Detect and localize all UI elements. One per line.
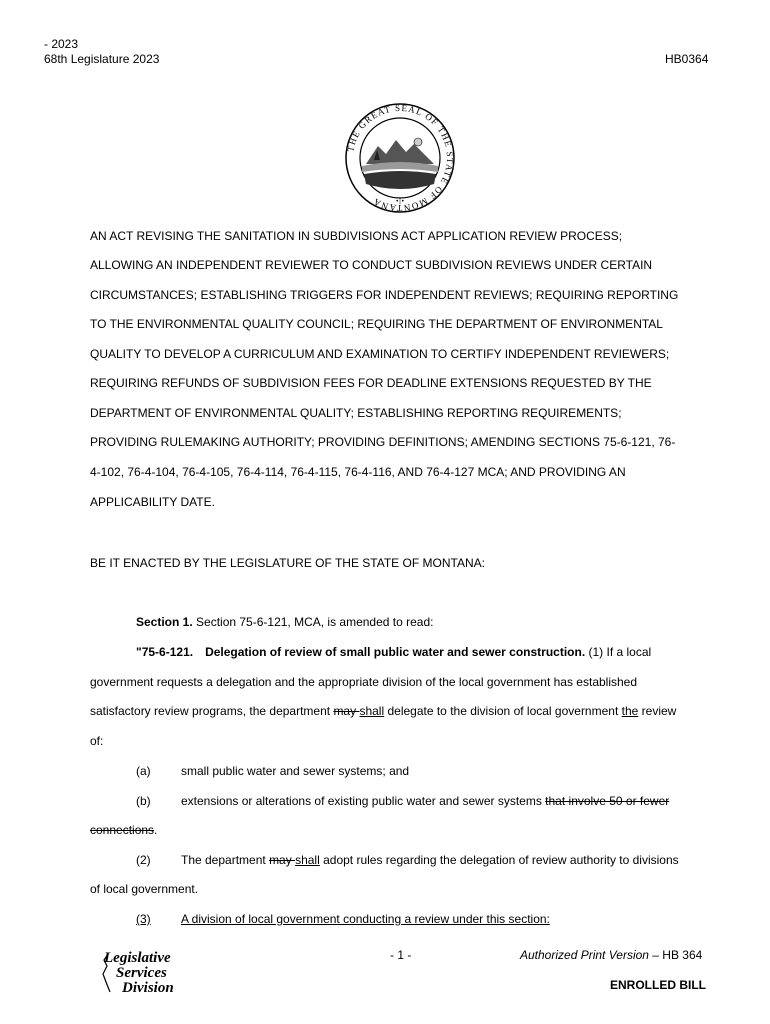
text-run: delegate to the division of local government	[384, 704, 622, 718]
code-number: 75-6-121.	[141, 645, 194, 659]
section-heading: Section 1.	[136, 615, 193, 629]
section-intro	[136, 615, 433, 629]
item-a-text: small public water and sewer systems; and	[181, 764, 410, 778]
title-line: REQUIRING REFUNDS OF SUBDIVISION FEES FOR DEADLINE EXTENSIONS REQUESTED BY THE	[90, 376, 652, 390]
title-line: AN ACT REVISING THE SANITATION IN SUBDIVISIONS ACT APPLICATION REVIEW PROCESS;	[90, 229, 623, 243]
enrolled-bill-label: ENROLLED BILL	[610, 978, 706, 992]
text-run: extensions or alterations of existing public water and sewer systems	[181, 794, 546, 808]
code-section-line	[136, 645, 651, 659]
inserted-text: shall	[295, 853, 320, 867]
item-b-continuation	[90, 823, 157, 837]
deleted-text: may	[269, 853, 296, 867]
text-run: – HB 364	[648, 948, 703, 962]
inserted-text: the	[621, 704, 639, 718]
text-run: satisfactory review programs, the department	[90, 704, 334, 718]
title-line: CIRCUMSTANCES; ESTABLISHING TRIGGERS FOR INDEPENDENT REVIEWS; REQUIRING REPORTING	[90, 288, 679, 302]
svg-text:•|•: •|•	[395, 198, 405, 205]
subsection-2-text	[181, 853, 679, 867]
print-version	[520, 948, 702, 962]
text-run: .	[154, 823, 158, 837]
section-intro-text: Section 75-6-121, MCA, is amended to read:	[192, 615, 434, 629]
logo-line: Division	[122, 980, 174, 996]
montana-outline-icon	[100, 952, 116, 998]
subsection-3-label: (3)	[136, 912, 151, 926]
text-run: Authorized Print Version	[520, 948, 649, 962]
deleted-text: connections	[90, 823, 155, 837]
title-line: QUALITY TO DEVELOP A CURRICULUM AND EXAMINATION TO CERTIFY INDEPENDENT REVIEWERS;	[90, 347, 670, 361]
deleted-text: that involve 50 or fewer	[545, 794, 670, 808]
title-line: ALLOWING AN INDEPENDENT REVIEWER TO CONDUCT SUBDIVISION REVIEWS UNDER CERTAIN	[90, 258, 653, 272]
title-line: APPLICABILITY DATE.	[90, 495, 215, 509]
header-year: - 2023	[44, 37, 79, 51]
item-a-label: (a)	[136, 764, 151, 778]
text-run: adopt rules regarding the delegation of review authority to divisions	[319, 853, 679, 867]
title-line: TO THE ENVIRONMENTAL QUALITY COUNCIL; REQUIRING THE DEPARTMENT OF ENVIRONMENTAL	[90, 317, 663, 331]
header-bill-number: HB0364	[665, 52, 709, 66]
subsection-3-text: A division of local government conducting a review under this section:	[181, 912, 550, 926]
body-line	[90, 704, 676, 718]
quote-open: "	[136, 645, 142, 659]
body-line: of:	[90, 734, 104, 748]
item-b-text	[181, 794, 669, 808]
header-legislature: 68th Legislature 2023	[44, 52, 160, 66]
subsection-1-start: (1) If a local	[585, 645, 652, 659]
legislative-services-logo	[100, 950, 190, 1000]
montana-seal-icon	[344, 102, 456, 214]
seal-text: THE GREAT SEAL OF THE STATE OF MONTANA	[345, 102, 456, 214]
body-line: of local government.	[90, 882, 199, 896]
title-line: DEPARTMENT OF ENVIRONMENTAL QUALITY; ESTABLISHING REPORTING REQUIREMENTS;	[90, 406, 622, 420]
page-number: - 1 -	[390, 948, 412, 962]
catchline: Delegation of review of small public water and sewer construction.	[205, 645, 586, 659]
text-run: review	[638, 704, 677, 718]
inserted-text: shall	[359, 704, 385, 718]
logo-line: Services	[116, 965, 167, 981]
item-b-label: (b)	[136, 794, 151, 808]
subsection-2-label: (2)	[136, 853, 151, 867]
title-line: PROVIDING RULEMAKING AUTHORITY; PROVIDING DEFINITIONS; AMENDING SECTIONS 75-6-121, 76-	[90, 435, 676, 449]
body-line: government requests a delegation and the appropriate division of the local government has established	[90, 675, 638, 689]
text-run: The department	[181, 853, 270, 867]
title-line: 4-102, 76-4-104, 76-4-105, 76-4-114, 76-4-115, 76-4-116, AND 76-4-127 MCA; AND PROVIDING AN	[90, 465, 626, 479]
enacting-clause: BE IT ENACTED BY THE LEGISLATURE OF THE STATE OF MONTANA:	[90, 556, 485, 570]
deleted-text: may	[333, 704, 360, 718]
logo-line: Legislative	[104, 950, 171, 966]
